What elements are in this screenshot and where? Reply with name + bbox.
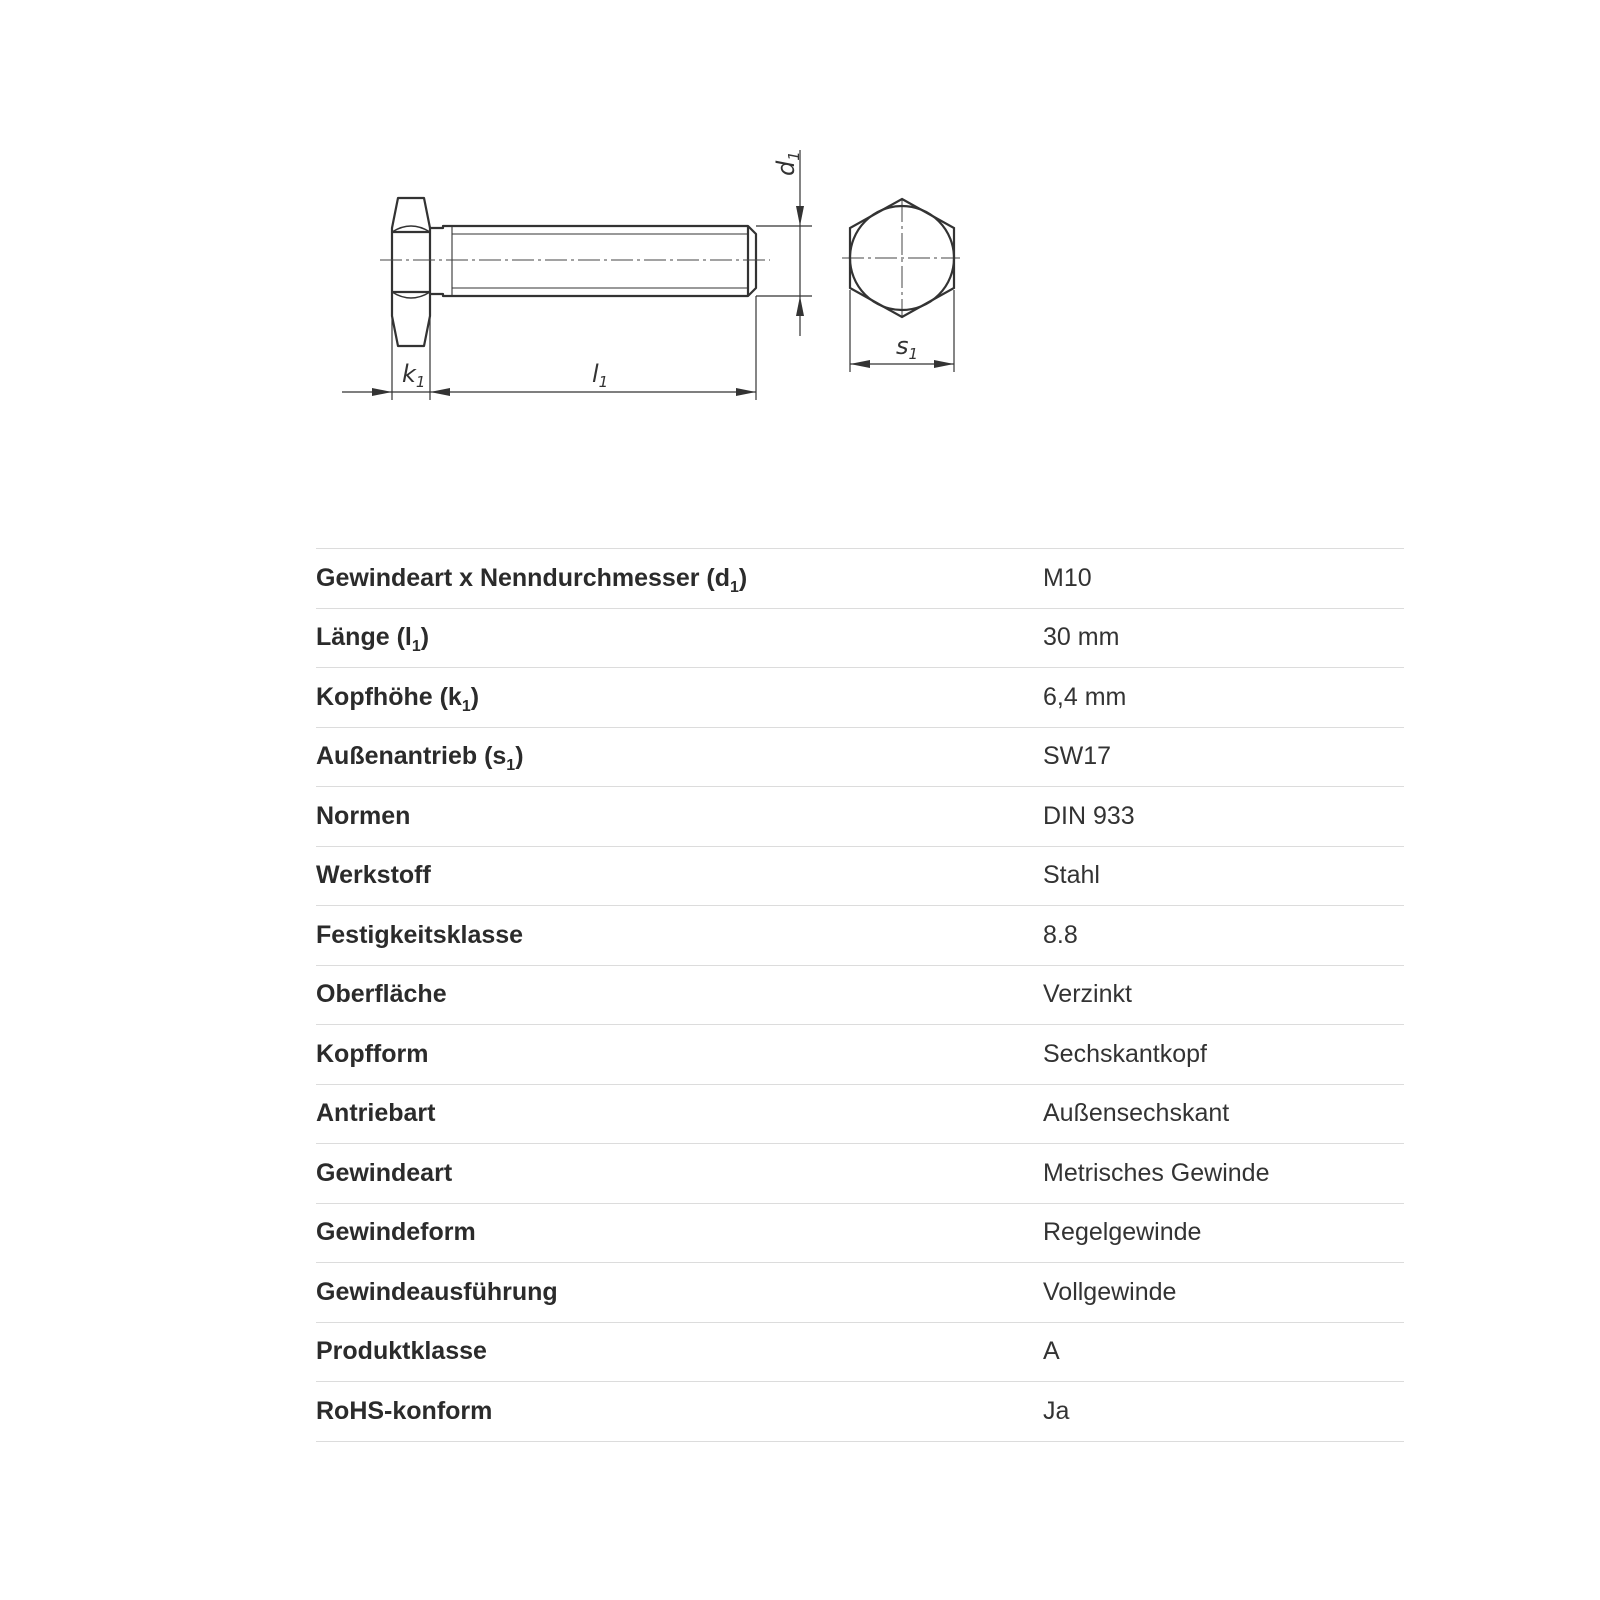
arrowhead bbox=[430, 388, 450, 396]
spec-row bbox=[316, 1144, 1404, 1204]
spec-value: Metrisches Gewinde bbox=[1043, 1158, 1270, 1187]
spec-label bbox=[316, 1263, 1043, 1323]
spec-label-text: Kopfform bbox=[316, 1039, 429, 1068]
spec-value: SW17 bbox=[1043, 742, 1112, 771]
spec-label-text: Gewindeform bbox=[316, 1218, 476, 1247]
spec-row bbox=[316, 965, 1404, 1025]
spec-label bbox=[316, 787, 1043, 847]
dim-label-d: $d_1$ bbox=[772, 151, 803, 176]
spec-label-text: Länge (l bbox=[316, 623, 412, 652]
spec-row bbox=[316, 1203, 1404, 1263]
spec-label-text: Oberfläche bbox=[316, 980, 447, 1009]
spec-label bbox=[316, 1084, 1043, 1144]
specification-table bbox=[316, 548, 1404, 1442]
spec-row bbox=[316, 1382, 1404, 1442]
spec-label-text: Antriebart bbox=[316, 1099, 436, 1128]
spec-label bbox=[316, 1382, 1043, 1442]
spec-row bbox=[316, 668, 1404, 728]
spec-label-text: Außenantrieb (s bbox=[316, 742, 507, 771]
dim-label-s: $s_1$ bbox=[896, 332, 919, 363]
spec-value: Außensechskant bbox=[1043, 1099, 1230, 1128]
spec-value: 30 mm bbox=[1043, 623, 1120, 652]
arrowhead bbox=[934, 360, 954, 368]
arrowhead bbox=[796, 206, 804, 226]
spec-row bbox=[316, 549, 1404, 609]
spec-row bbox=[316, 727, 1404, 787]
spec-value: Regelgewinde bbox=[1043, 1218, 1202, 1247]
spec-label-tail: ) bbox=[470, 682, 480, 711]
spec-value: Verzinkt bbox=[1043, 980, 1132, 1009]
spec-value: Stahl bbox=[1043, 861, 1100, 890]
spec-row bbox=[316, 1322, 1404, 1382]
spec-row bbox=[316, 906, 1404, 966]
spec-value: 6,4 mm bbox=[1043, 682, 1127, 711]
spec-label bbox=[316, 727, 1043, 787]
spec-label-subscript: 1 bbox=[461, 697, 471, 715]
arrowhead bbox=[850, 360, 870, 368]
spec-label bbox=[316, 549, 1043, 609]
spec-value: Vollgewinde bbox=[1043, 1277, 1177, 1306]
spec-label-text: Gewindeart bbox=[316, 1158, 453, 1187]
spec-value: 8.8 bbox=[1043, 920, 1078, 949]
spec-label bbox=[316, 1322, 1043, 1382]
spec-label-text: Normen bbox=[316, 801, 411, 830]
spec-label-subscript: 1 bbox=[730, 578, 739, 596]
spec-label bbox=[316, 846, 1043, 906]
bolt-technical-drawing bbox=[0, 0, 1600, 460]
spec-row bbox=[316, 608, 1404, 668]
spec-row bbox=[316, 846, 1404, 906]
spec-label bbox=[316, 668, 1043, 728]
spec-label-text: RoHS-konform bbox=[316, 1396, 493, 1425]
specification-table-body bbox=[316, 549, 1404, 1442]
spec-label-tail: ) bbox=[738, 563, 748, 592]
spec-label bbox=[316, 1203, 1043, 1263]
spec-value: A bbox=[1043, 1337, 1060, 1366]
spec-label-text: Werkstoff bbox=[316, 861, 431, 890]
dim-label-k: $k_1$ bbox=[402, 360, 426, 391]
spec-row bbox=[316, 1025, 1404, 1085]
spec-label-text: Produktklasse bbox=[316, 1337, 487, 1366]
spec-label bbox=[316, 965, 1043, 1025]
arrowhead bbox=[796, 296, 804, 316]
spec-label-subscript: 1 bbox=[411, 638, 421, 656]
spec-value: Sechskantkopf bbox=[1043, 1039, 1207, 1068]
spec-label-text: Festigkeitsklasse bbox=[316, 920, 524, 949]
spec-label-text: Gewindeausführung bbox=[316, 1277, 558, 1306]
spec-row bbox=[316, 787, 1404, 847]
spec-label-text: Kopfhöhe (k bbox=[316, 682, 462, 711]
spec-label bbox=[316, 1144, 1043, 1204]
arrowhead bbox=[736, 388, 756, 396]
spec-label-tail: ) bbox=[420, 623, 430, 652]
bolt-head-side bbox=[392, 198, 430, 346]
spec-label bbox=[316, 608, 1043, 668]
bolt-shaft bbox=[430, 226, 756, 296]
spec-label-tail: ) bbox=[515, 742, 524, 771]
spec-label-text: Gewindeart x Nenndurchmesser (d bbox=[316, 563, 731, 592]
dim-label-l: $l_1$ bbox=[592, 360, 609, 391]
arrowhead bbox=[372, 388, 392, 396]
spec-row bbox=[316, 1263, 1404, 1323]
spec-label-subscript: 1 bbox=[506, 757, 516, 775]
spec-label bbox=[316, 906, 1043, 966]
spec-value: DIN 933 bbox=[1043, 801, 1135, 830]
spec-row bbox=[316, 1084, 1404, 1144]
spec-value: M10 bbox=[1043, 563, 1092, 592]
spec-label bbox=[316, 1025, 1043, 1085]
spec-value: Ja bbox=[1043, 1396, 1070, 1425]
